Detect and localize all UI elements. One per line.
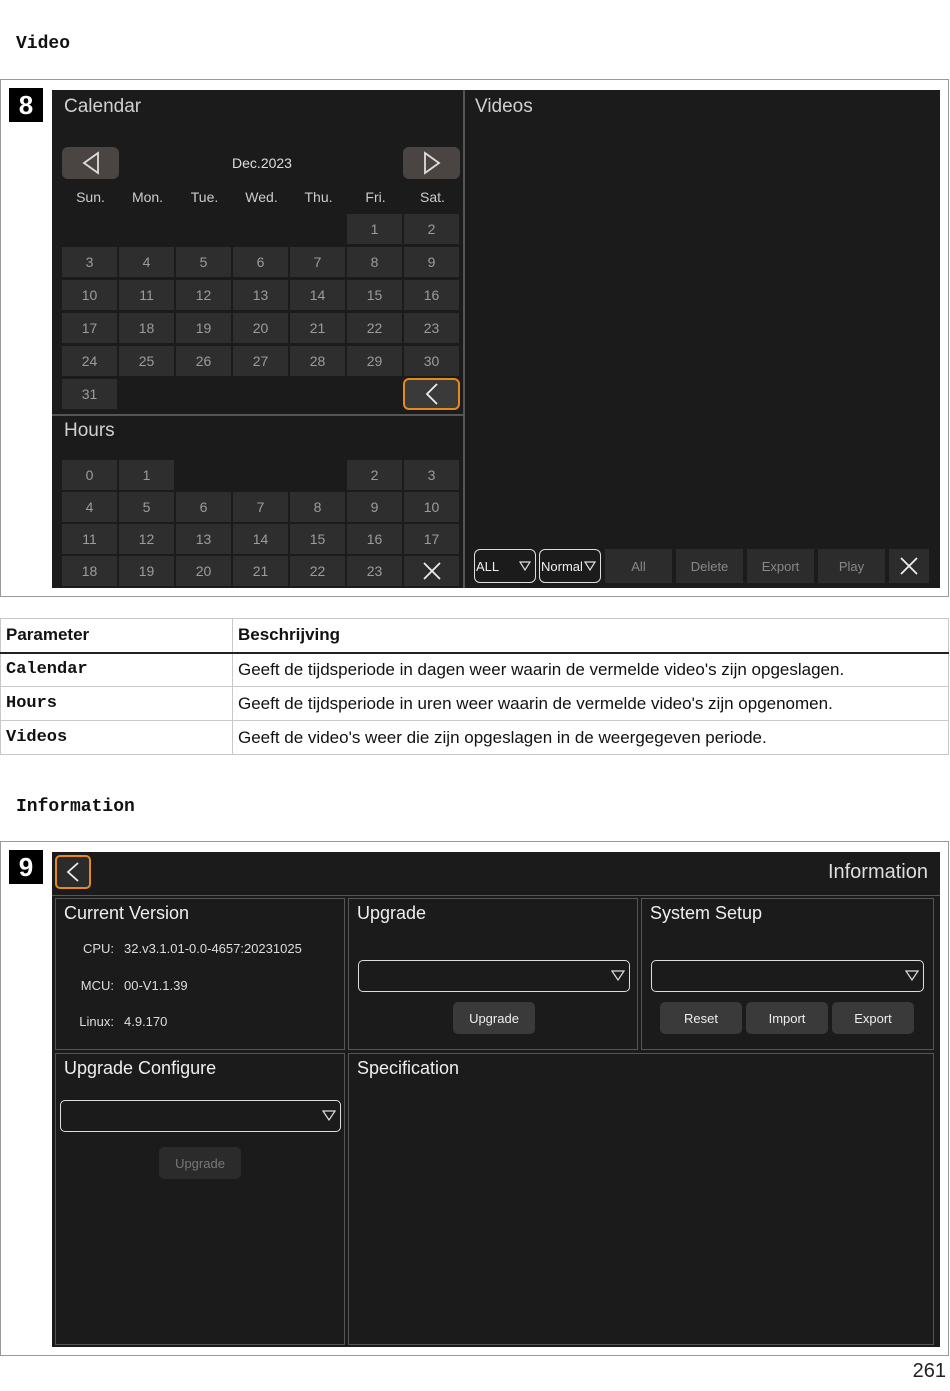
hour-cell[interactable]: 8 (290, 492, 345, 522)
table-row (1, 721, 949, 755)
calendar-day[interactable]: 9 (404, 247, 459, 277)
system-setup-title: System Setup (650, 903, 763, 923)
mcu-label: MCU: (80, 978, 114, 993)
calendar-day[interactable]: 27 (233, 346, 288, 376)
table-row (1, 687, 949, 721)
upgrade-title: Upgrade (357, 903, 427, 923)
upgrade-configure-title: Upgrade Configure (64, 1058, 217, 1078)
hour-cell[interactable]: 0 (62, 460, 117, 490)
hours-title: Hours (64, 420, 115, 441)
upgrade-configure-panel (55, 1053, 345, 1345)
hour-cell[interactable]: 16 (347, 524, 402, 554)
hour-cell[interactable]: 4 (62, 492, 117, 522)
table-header-row (1, 619, 949, 653)
month-label: Dec.2023 (232, 155, 292, 171)
page-number: 261 (912, 1360, 946, 1382)
upgrade-file-select[interactable] (358, 960, 630, 992)
chevron-left-icon (423, 382, 441, 406)
import-button[interactable]: Import (746, 1002, 828, 1034)
weekday-label: Wed. (245, 189, 278, 205)
hours-close-button[interactable] (404, 556, 459, 586)
video-mode-value: Normal (541, 558, 583, 574)
delete-button[interactable]: Delete (676, 549, 743, 583)
close-icon (422, 561, 442, 581)
calendar-day[interactable]: 18 (119, 313, 174, 343)
hour-cell[interactable]: 19 (119, 556, 174, 586)
upgrade-panel (348, 898, 638, 1050)
triangle-down-icon (905, 970, 919, 981)
calendar-day[interactable]: 10 (62, 280, 117, 310)
information-screen (52, 852, 940, 1347)
calendar-day[interactable]: 30 (404, 346, 459, 376)
triangle-down-icon (611, 970, 625, 981)
prev-month-button[interactable] (62, 147, 119, 179)
system-setup-panel (641, 898, 934, 1050)
cpu-label: CPU: (82, 941, 114, 956)
hour-cell[interactable]: 2 (347, 460, 402, 490)
current-version-title: Current Version (64, 903, 190, 923)
calendar-day[interactable]: 14 (290, 280, 345, 310)
linux-label: Linux: (79, 1014, 114, 1029)
calendar-day[interactable]: 20 (233, 313, 288, 343)
calendar-day[interactable]: 31 (62, 379, 117, 409)
current-version-panel (55, 898, 345, 1050)
calendar-day[interactable]: 19 (176, 313, 231, 343)
calendar-day[interactable]: 7 (290, 247, 345, 277)
calendar-day[interactable]: 12 (176, 280, 231, 310)
calendar-day[interactable]: 29 (347, 346, 402, 376)
figure-number: 9 (9, 850, 43, 884)
calendar-day[interactable]: 6 (233, 247, 288, 277)
hour-cell[interactable]: 10 (404, 492, 459, 522)
select-all-button[interactable]: All (605, 549, 672, 583)
hour-cell[interactable]: 15 (290, 524, 345, 554)
calendar-day[interactable]: 11 (119, 280, 174, 310)
specification-panel (348, 1053, 934, 1345)
column-divider (463, 90, 465, 588)
mcu-value: 00-V1.1.39 (124, 978, 188, 993)
hour-cell[interactable]: 1 (119, 460, 174, 490)
hour-cell[interactable]: 9 (347, 492, 402, 522)
calendar-day[interactable]: 26 (176, 346, 231, 376)
reset-button[interactable]: Reset (660, 1002, 742, 1034)
cpu-value: 32.v3.1.01-0.0-4657:20231025 (124, 941, 302, 956)
next-month-button[interactable] (403, 147, 460, 179)
upgrade-configure-button[interactable]: Upgrade (159, 1147, 241, 1179)
hour-cell[interactable]: 21 (233, 556, 288, 586)
linux-value: 4.9.170 (124, 1014, 168, 1029)
calendar-day[interactable]: 21 (290, 313, 345, 343)
system-setup-select[interactable] (651, 960, 924, 992)
specification-title: Specification (357, 1058, 460, 1078)
table-cell-description: Geeft de video's weer die zijn opgeslagen in de weergegeven periode. (233, 721, 949, 755)
hour-cell[interactable]: 22 (290, 556, 345, 586)
table-header-parameter: Parameter (1, 619, 233, 653)
table-cell-parameter: Hours (1, 687, 233, 721)
weekday-label: Fri. (365, 189, 386, 205)
calendar-day[interactable]: 13 (233, 280, 288, 310)
mcu-version-row (62, 978, 188, 993)
weekday-label: Thu. (304, 189, 333, 205)
calendar-day[interactable]: 3 (62, 247, 117, 277)
weekday-label: Mon. (131, 189, 164, 205)
calendar-day[interactable]: 8 (347, 247, 402, 277)
triangle-down-icon (322, 1110, 336, 1121)
hour-cell[interactable]: 3 (404, 460, 459, 490)
header-title: Information (827, 861, 928, 883)
weekday-label: Sat. (420, 189, 445, 205)
hour-cell[interactable]: 20 (176, 556, 231, 586)
close-icon (899, 556, 919, 576)
hour-cell[interactable]: 23 (347, 556, 402, 586)
calendar-title: Calendar (64, 96, 142, 117)
video-screen (52, 90, 940, 588)
chevron-left-icon (65, 861, 81, 883)
calendar-day[interactable]: 1 (347, 214, 402, 244)
information-section-title: Information (16, 797, 135, 817)
calendar-day[interactable]: 24 (62, 346, 117, 376)
calendar-day[interactable]: 17 (62, 313, 117, 343)
weekday-label: Tue. (190, 189, 219, 205)
calendar-day[interactable]: 16 (404, 280, 459, 310)
hour-cell[interactable]: 17 (404, 524, 459, 554)
table-header-description: Beschrijving (233, 619, 949, 653)
figure-number: 8 (9, 88, 43, 122)
videos-close-button[interactable] (889, 549, 929, 583)
hours-divider (52, 414, 463, 416)
export-button[interactable]: Export (747, 549, 814, 583)
triangle-down-icon (584, 561, 596, 571)
hour-cell[interactable]: 14 (233, 524, 288, 554)
triangle-right-icon (422, 151, 442, 175)
triangle-left-icon (81, 151, 101, 175)
calendar-day[interactable]: 5 (176, 247, 231, 277)
back-button[interactable] (55, 855, 91, 889)
table-row (1, 653, 949, 687)
calendar-back-button[interactable] (403, 378, 460, 410)
export-settings-button[interactable]: Export (832, 1002, 914, 1034)
weekday-label: Sun. (76, 189, 105, 205)
video-section-title: Video (16, 34, 71, 54)
play-button[interactable]: Play (818, 549, 885, 583)
videos-title: Videos (475, 96, 533, 117)
table-cell-description: Geeft de tijdsperiode in dagen weer waarin de vermelde video's zijn opgeslagen. (233, 653, 949, 687)
calendar-day[interactable]: 28 (290, 346, 345, 376)
information-figure-frame (0, 841, 949, 1356)
video-type-value: ALL (476, 558, 500, 574)
calendar-day[interactable]: 15 (347, 280, 402, 310)
calendar-day[interactable]: 4 (119, 247, 174, 277)
hour-cell[interactable]: 7 (233, 492, 288, 522)
calendar-day[interactable]: 2 (404, 214, 459, 244)
hour-cell[interactable]: 12 (119, 524, 174, 554)
video-mode-dropdown[interactable] (539, 549, 601, 583)
header-divider (52, 895, 940, 896)
table-cell-parameter: Calendar (1, 653, 233, 687)
video-figure-frame (0, 79, 949, 597)
hour-cell[interactable]: 11 (62, 524, 117, 554)
calendar-day[interactable]: 22 (347, 313, 402, 343)
parameter-table (0, 618, 949, 755)
table-cell-parameter: Videos (1, 721, 233, 755)
upgrade-configure-select[interactable] (60, 1100, 341, 1132)
triangle-down-icon (519, 561, 531, 571)
linux-version-row (62, 1014, 167, 1029)
hour-cell[interactable]: 6 (176, 492, 231, 522)
hour-cell[interactable]: 5 (119, 492, 174, 522)
calendar-day[interactable]: 23 (404, 313, 459, 343)
hour-cell[interactable]: 13 (176, 524, 231, 554)
calendar-day[interactable]: 25 (119, 346, 174, 376)
hour-cell[interactable]: 18 (62, 556, 117, 586)
video-type-dropdown[interactable] (474, 549, 536, 583)
cpu-version-row (62, 941, 302, 956)
table-cell-description: Geeft de tijdsperiode in uren weer waarin de vermelde video's zijn opgenomen. (233, 687, 949, 721)
upgrade-button[interactable]: Upgrade (453, 1002, 535, 1034)
